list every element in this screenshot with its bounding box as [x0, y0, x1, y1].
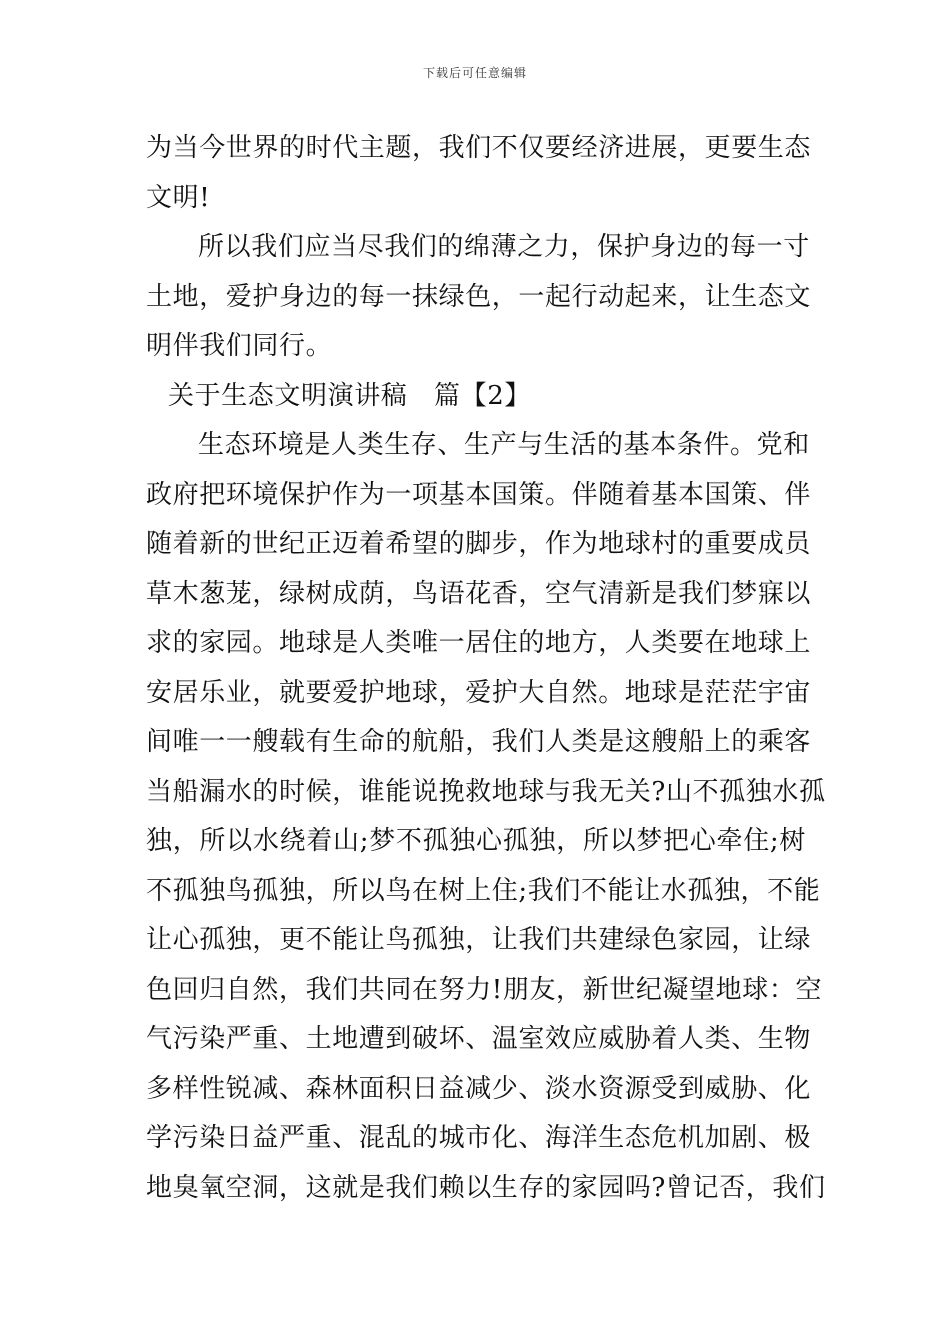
- text-line: 文明!: [146, 182, 211, 213]
- text-line: 学污染日益严重、混乱的城市化、海洋生态危机加剧、极: [146, 1123, 812, 1153]
- text-line: 让心孤独，更不能让鸟孤独，让我们共建绿色家园，让绿: [146, 925, 812, 955]
- text-line: 草木葱茏，绿树成荫，鸟语花香，空气清新是我们梦寐以: [146, 578, 812, 609]
- text-line: 独，所以水绕着山;梦不孤独心孤独，所以梦把心牵住;树: [146, 826, 806, 856]
- section-heading: 关于生态文明演讲稿 篇【2】: [168, 380, 531, 411]
- text-line: 不孤独鸟孤独，所以鸟在树上住;我们不能让水孤独，不能: [146, 875, 821, 906]
- text-line: 地臭氧空洞，这就是我们赖以生存的家园吗?曾记否，我们: [146, 1172, 826, 1203]
- text-line: 多样性锐减、森林面积日益减少、淡水资源受到威胁、化: [146, 1073, 812, 1104]
- paragraph-start-line: 生态环境是人类生存、生产与生活的基本条件。党和: [198, 430, 810, 460]
- text-line: 随着新的世纪正迈着希望的脚步，作为地球村的重要成员: [146, 529, 812, 559]
- text-line: 当船漏水的时候，谁能说挽救地球与我无关?山不孤独水孤: [146, 776, 826, 807]
- paragraph-start-line: 所以我们应当尽我们的绵薄之力，保护身边的每一寸: [198, 232, 810, 262]
- text-line: 土地，爱护身边的每一抹绿色，一起行动起来，让生态文: [146, 281, 812, 312]
- text-line: 色回归自然，我们共同在努力!朋友，新世纪凝望地球：空: [146, 974, 823, 1005]
- page-header: 下载后可任意编辑: [422, 66, 527, 80]
- text-line: 间唯一一艘载有生命的航船，我们人类是这艘船上的乘客: [146, 727, 812, 757]
- text-line: 气污染严重、土地遭到破坏、温室效应威胁着人类、生物: [146, 1024, 812, 1054]
- text-line: 安居乐业，就要爱护地球，爱护大自然。地球是茫茫宇宙: [146, 677, 812, 708]
- text-line: 求的家园。地球是人类唯一居住的地方，人类要在地球上: [146, 628, 812, 658]
- text-line: 明伴我们同行。: [146, 331, 333, 361]
- text-line: 为当今世界的时代主题，我们不仅要经济进展，更要生态: [146, 133, 812, 163]
- document-body: [146, 124, 826, 1213]
- text-line: 政府把环境保护作为一项基本国策。伴随着基本国策、伴: [146, 479, 812, 510]
